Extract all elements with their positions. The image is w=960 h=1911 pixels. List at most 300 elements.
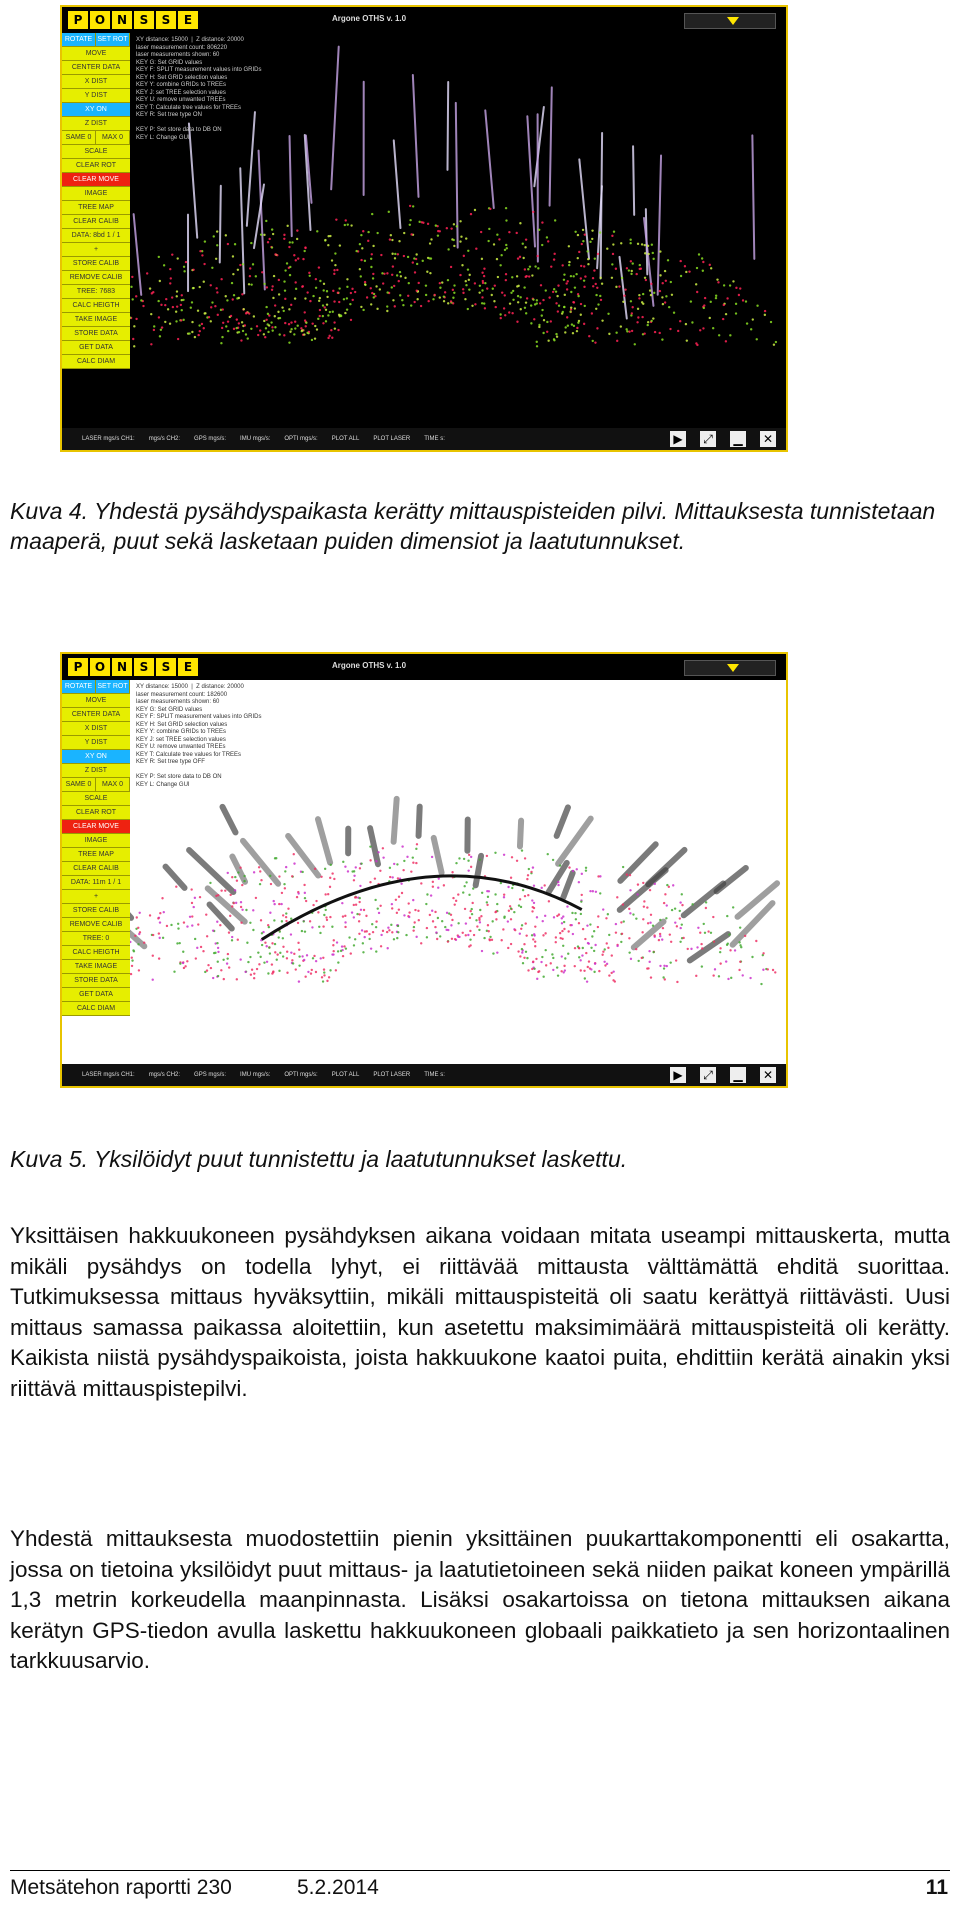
cloud-point <box>622 866 624 868</box>
cloud-point <box>522 962 524 964</box>
window-controls <box>670 431 776 447</box>
cloud-point <box>470 213 472 215</box>
cloud-point <box>197 310 199 312</box>
cloud-point <box>629 889 631 891</box>
view-dropdown[interactable] <box>684 660 776 676</box>
point-cloud-viewport[interactable] <box>62 33 786 428</box>
cloud-point <box>184 965 186 967</box>
cloud-point <box>274 253 276 255</box>
cloud-point <box>317 911 319 913</box>
cloud-point <box>250 283 252 285</box>
status-label: TIME s: <box>424 1072 445 1078</box>
cloud-point <box>480 231 482 233</box>
cloud-point <box>204 240 206 242</box>
scale-button[interactable]: SCALE <box>62 145 130 159</box>
button-pair[interactable] <box>62 33 130 47</box>
set-rot-button[interactable]: SET ROT <box>96 680 130 693</box>
cloud-point <box>180 304 182 306</box>
cloud-point <box>412 205 414 207</box>
expand-icon[interactable]: ⤢ <box>700 1067 716 1083</box>
calc-diam-button[interactable]: CALC DIAM <box>62 1002 130 1016</box>
cloud-point <box>629 239 631 241</box>
cloud-point <box>467 250 469 252</box>
footer-rule <box>10 1870 950 1871</box>
store-calib-button[interactable]: STORE CALIB <box>62 257 130 271</box>
cloud-point <box>292 962 294 964</box>
cloud-point <box>446 227 448 229</box>
cloud-point <box>223 978 225 980</box>
cloud-point <box>253 977 255 979</box>
cloud-point <box>304 975 306 977</box>
cloud-point <box>571 924 573 926</box>
cloud-point <box>265 319 267 321</box>
cloud-point <box>344 224 346 226</box>
clear-move-button[interactable]: CLEAR MOVE <box>62 820 130 834</box>
cloud-point <box>311 339 313 341</box>
cloud-point <box>541 956 543 958</box>
cloud-point <box>631 270 633 272</box>
cloud-point <box>447 248 449 250</box>
cloud-point <box>519 955 521 957</box>
get-data-button[interactable]: GET DATA <box>62 988 130 1002</box>
cloud-point <box>470 910 472 912</box>
cloud-point <box>630 314 632 316</box>
cloud-point <box>158 932 160 934</box>
store-calib-button[interactable]: STORE CALIB <box>62 904 130 918</box>
cloud-point <box>546 236 548 238</box>
cloud-point <box>487 896 489 898</box>
cloud-point <box>249 922 251 924</box>
cloud-point <box>217 975 219 977</box>
cloud-point <box>543 884 545 886</box>
cloud-point <box>268 324 270 326</box>
cloud-point <box>267 313 269 315</box>
cloud-point <box>470 866 472 868</box>
cloud-point <box>330 864 332 866</box>
paragraph-1: Yksittäisen hakkuukoneen pysähdyksen aikana voidaan mitata useampi mittauskerta, mutta mikäli pysähdys on todella lyhyt, ei riittävää mittausta välttämättä ehditä suorittaa. Tutkimuksessa mittaus hyväksyttiin, mikäli mittauspisteitä oli saatu kerättyä riittävästi. Uusi mittaus samassa paikassa aloitettiin, kun asetettu maksimimäärä mittauspisteitä oli kerätty. Kaikista niistä pysähdyspaikoista, joista hakkuukone kaatoi puita, ehdittiin kerätä ainakin yksi riittävä mittauspistepilvi. <box>10 1223 950 1401</box>
cloud-point <box>217 314 219 316</box>
cloud-point <box>137 927 139 929</box>
data-8bd-1-1-button[interactable]: DATA: 8bd 1 / 1 <box>62 229 130 243</box>
cloud-point <box>620 941 622 943</box>
cloud-point <box>505 273 507 275</box>
cloud-point <box>469 938 471 940</box>
cloud-point <box>344 926 346 928</box>
data-11m-1-1-button[interactable]: DATA: 11m 1 / 1 <box>62 876 130 890</box>
cloud-point <box>408 916 410 918</box>
cloud-point <box>773 344 775 346</box>
cloud-point <box>306 954 308 956</box>
cloud-point <box>704 297 706 299</box>
cloud-point <box>568 261 570 263</box>
tree-trunk-mark <box>550 87 552 205</box>
cloud-point <box>281 920 283 922</box>
status-label: IMU mgs/s: <box>240 436 271 442</box>
cloud-point <box>663 967 665 969</box>
cloud-point <box>415 936 417 938</box>
cloud-point <box>643 900 645 902</box>
cloud-point <box>722 318 724 320</box>
cloud-point <box>735 287 737 289</box>
cloud-point <box>367 231 369 233</box>
take-image-button[interactable]: TAKE IMAGE <box>62 960 130 974</box>
cloud-point <box>216 291 218 293</box>
cloud-point <box>548 900 550 902</box>
cloud-point <box>544 915 546 917</box>
clear-calib-button[interactable]: CLEAR CALIB <box>62 215 130 229</box>
cloud-point <box>288 246 290 248</box>
cloud-point <box>582 229 584 231</box>
set-rot-button[interactable]: SET ROT <box>96 33 130 46</box>
cloud-point <box>521 924 523 926</box>
cloud-point <box>514 929 516 931</box>
tree-trunk-mark <box>394 799 397 842</box>
cloud-point <box>725 313 727 315</box>
cloud-point <box>212 929 214 931</box>
cloud-point <box>354 938 356 940</box>
cloud-point <box>359 268 361 270</box>
cloud-point <box>400 882 402 884</box>
cloud-point <box>245 333 247 335</box>
cloud-point <box>709 264 711 266</box>
cloud-point <box>650 914 652 916</box>
cloud-point <box>428 257 430 259</box>
close-icon[interactable]: ✕ <box>760 1067 776 1083</box>
button-pair[interactable] <box>62 680 130 694</box>
cloud-point <box>323 914 325 916</box>
cloud-point <box>645 279 647 281</box>
cloud-point <box>591 312 593 314</box>
cloud-point <box>298 980 300 982</box>
cloud-point <box>491 939 493 941</box>
cloud-point <box>745 300 747 302</box>
cloud-point <box>608 333 610 335</box>
cloud-point <box>323 968 325 970</box>
cloud-point <box>279 952 281 954</box>
cloud-point <box>278 279 280 281</box>
tree-map-button[interactable]: TREE MAP <box>62 201 130 215</box>
cloud-point <box>186 960 188 962</box>
center-data-button[interactable]: CENTER DATA <box>62 61 130 75</box>
cloud-point <box>494 893 496 895</box>
cloud-point <box>229 894 231 896</box>
cloud-point <box>439 935 441 937</box>
plus-button[interactable]: + <box>62 243 130 257</box>
logo-letter: E <box>178 658 198 676</box>
app-topbar <box>62 7 786 33</box>
cloud-point <box>507 947 509 949</box>
calc-diam-button[interactable]: CALC DIAM <box>62 355 130 369</box>
cloud-point <box>333 321 335 323</box>
view-dropdown[interactable] <box>684 13 776 29</box>
cloud-point <box>295 259 297 261</box>
cloud-point <box>149 914 151 916</box>
logo-letter: O <box>90 11 110 29</box>
cloud-point <box>219 924 221 926</box>
clear-rot-button[interactable]: CLEAR ROT <box>62 159 130 173</box>
cloud-point <box>519 222 521 224</box>
tree-map-viewport[interactable] <box>62 680 786 1064</box>
cloud-point <box>507 886 509 888</box>
cloud-point <box>252 929 254 931</box>
cloud-point <box>318 926 320 928</box>
cloud-point <box>368 938 370 940</box>
cloud-point <box>264 336 266 338</box>
cloud-point <box>295 288 297 290</box>
remove-calib-button[interactable]: REMOVE CALIB <box>62 271 130 285</box>
cloud-point <box>311 322 313 324</box>
cloud-point <box>775 341 777 343</box>
tree-7683-button[interactable]: TREE: 7683 <box>62 285 130 299</box>
z-dist-button[interactable]: Z DIST <box>62 117 130 131</box>
xy-on-button[interactable]: XY ON <box>62 103 130 117</box>
cloud-point <box>307 971 309 973</box>
cloud-point <box>239 958 241 960</box>
cloud-point <box>719 962 721 964</box>
cloud-point <box>283 310 285 312</box>
play-icon[interactable]: ▶ <box>670 431 686 447</box>
cloud-point <box>412 862 414 864</box>
same-0-button[interactable]: SAME 0 <box>62 778 96 791</box>
cloud-point <box>234 243 236 245</box>
y-dist-button[interactable]: Y DIST <box>62 89 130 103</box>
cloud-point <box>533 902 535 904</box>
cloud-point <box>494 284 496 286</box>
get-data-button[interactable]: GET DATA <box>62 341 130 355</box>
tree-map-button[interactable]: TREE MAP <box>62 848 130 862</box>
max-0-button[interactable]: MAX 0 <box>96 778 130 791</box>
cloud-point <box>286 951 288 953</box>
cloud-point <box>506 247 508 249</box>
cloud-point <box>273 919 275 921</box>
cloud-point <box>647 324 649 326</box>
cloud-point <box>237 269 239 271</box>
footer-report: Metsätehon raportti 230 <box>10 1876 232 1899</box>
cloud-point <box>484 307 486 309</box>
max-0-button[interactable]: MAX 0 <box>96 131 130 144</box>
cloud-point <box>521 951 523 953</box>
cloud-point <box>465 881 467 883</box>
cloud-point <box>503 894 505 896</box>
cloud-point <box>481 289 483 291</box>
cloud-point <box>604 964 606 966</box>
cloud-point <box>629 912 631 914</box>
plus-button[interactable]: + <box>62 890 130 904</box>
cloud-point <box>337 329 339 331</box>
store-data-button[interactable]: STORE DATA <box>62 327 130 341</box>
cloud-point <box>632 913 634 915</box>
cloud-point <box>399 271 401 273</box>
cloud-point <box>387 947 389 949</box>
cloud-point <box>430 238 432 240</box>
cloud-point <box>502 928 504 930</box>
cloud-point <box>297 922 299 924</box>
cloud-point <box>606 248 608 250</box>
cloud-point <box>159 335 161 337</box>
x-dist-button[interactable]: X DIST <box>62 722 130 736</box>
cloud-point <box>679 927 681 929</box>
cloud-point <box>718 334 720 336</box>
cloud-point <box>774 971 776 973</box>
cloud-point <box>670 281 672 283</box>
cloud-point <box>257 951 259 953</box>
cloud-point <box>210 967 212 969</box>
y-dist-button[interactable]: Y DIST <box>62 736 130 750</box>
image-button[interactable]: IMAGE <box>62 187 130 201</box>
cloud-point <box>511 312 513 314</box>
cloud-point <box>471 305 473 307</box>
cloud-point <box>524 895 526 897</box>
cloud-point <box>362 942 364 944</box>
figure-4-screenshot <box>60 5 788 452</box>
cloud-point <box>217 947 219 949</box>
cloud-point <box>397 877 399 879</box>
cloud-point <box>239 264 241 266</box>
cloud-point <box>592 340 594 342</box>
logo-letter: S <box>156 11 176 29</box>
cloud-point <box>301 930 303 932</box>
cloud-point <box>381 272 383 274</box>
cloud-point <box>244 971 246 973</box>
cloud-point <box>274 951 276 953</box>
cloud-point <box>658 939 660 941</box>
cloud-point <box>448 912 450 914</box>
store-data-button[interactable]: STORE DATA <box>62 974 130 988</box>
cloud-point <box>361 247 363 249</box>
cloud-point <box>432 881 434 883</box>
move-button[interactable]: MOVE <box>62 47 130 61</box>
tree-trunk-mark <box>485 110 493 208</box>
cloud-point <box>594 944 596 946</box>
image-button[interactable]: IMAGE <box>62 834 130 848</box>
xy-on-button[interactable]: XY ON <box>62 750 130 764</box>
expand-icon[interactable]: ⤢ <box>700 431 716 447</box>
play-icon[interactable]: ▶ <box>670 1067 686 1083</box>
center-data-button[interactable]: CENTER DATA <box>62 708 130 722</box>
cloud-point <box>560 937 562 939</box>
button-pair[interactable] <box>62 131 130 145</box>
cloud-point <box>362 230 364 232</box>
cloud-point <box>336 941 338 943</box>
cloud-point <box>227 243 229 245</box>
move-button[interactable]: MOVE <box>62 694 130 708</box>
cloud-point <box>211 301 213 303</box>
cloud-point <box>329 886 331 888</box>
cloud-point <box>452 897 454 899</box>
cloud-point <box>195 957 197 959</box>
remove-calib-button[interactable]: REMOVE CALIB <box>62 918 130 932</box>
caption-figure-4: Kuva 4. Yhdestä pysähdyspaikasta kerätty mittauspisteiden pilvi. Mittauksesta tunnistetaan maaperä, puut sekä lasketaan puiden dimensiot ja laatutunnukset. <box>10 498 936 554</box>
cloud-point <box>526 297 528 299</box>
cloud-point <box>343 945 345 947</box>
cloud-point <box>221 336 223 338</box>
cloud-point <box>505 219 507 221</box>
cloud-point <box>320 876 322 878</box>
calc-heigth-button[interactable]: CALC HEIGTH <box>62 299 130 313</box>
status-label: PLOT ALL <box>331 436 360 442</box>
cloud-point <box>672 884 674 886</box>
cloud-point <box>536 916 538 918</box>
cloud-point <box>181 294 183 296</box>
cloud-point <box>744 935 746 937</box>
cloud-point <box>723 304 725 306</box>
cloud-point <box>576 330 578 332</box>
figure-5-screenshot <box>60 652 788 1088</box>
cloud-point <box>269 912 271 914</box>
cloud-point <box>453 284 455 286</box>
cloud-point <box>304 930 306 932</box>
tree-0-button[interactable]: TREE: 0 <box>62 932 130 946</box>
cloud-point <box>641 316 643 318</box>
clear-move-button[interactable]: CLEAR MOVE <box>62 173 130 187</box>
take-image-button[interactable]: TAKE IMAGE <box>62 313 130 327</box>
cloud-point <box>410 870 412 872</box>
cloud-point <box>517 950 519 952</box>
cloud-point <box>347 223 349 225</box>
x-dist-button[interactable]: X DIST <box>62 75 130 89</box>
cloud-point <box>377 851 379 853</box>
cloud-point <box>533 968 535 970</box>
tree-trunk-mark <box>232 857 245 882</box>
cloud-point <box>152 955 154 957</box>
cloud-point <box>719 951 721 953</box>
cloud-point <box>510 918 512 920</box>
cloud-point <box>669 933 671 935</box>
cloud-point <box>355 896 357 898</box>
cloud-point <box>764 314 766 316</box>
button-pair[interactable] <box>62 778 130 792</box>
cloud-point <box>664 301 666 303</box>
cloud-point <box>261 271 263 273</box>
cloud-point <box>438 877 440 879</box>
cloud-point <box>171 253 173 255</box>
cloud-point <box>171 296 173 298</box>
cloud-point <box>630 273 632 275</box>
close-icon[interactable]: ✕ <box>760 431 776 447</box>
cloud-point <box>382 282 384 284</box>
minimize-icon[interactable]: ▁ <box>730 431 746 447</box>
cloud-point <box>205 913 207 915</box>
cloud-point <box>284 298 286 300</box>
same-0-button[interactable]: SAME 0 <box>62 131 96 144</box>
cloud-point <box>525 934 527 936</box>
cloud-point <box>527 268 529 270</box>
cloud-point <box>133 345 135 347</box>
calc-heigth-button[interactable]: CALC HEIGTH <box>62 946 130 960</box>
cloud-point <box>175 320 177 322</box>
cloud-point <box>568 245 570 247</box>
clear-rot-button[interactable]: CLEAR ROT <box>62 806 130 820</box>
cloud-point <box>197 923 199 925</box>
cloud-point <box>278 293 280 295</box>
cloud-point <box>474 209 476 211</box>
cloud-point <box>314 325 316 327</box>
cloud-point <box>213 235 215 237</box>
cloud-point <box>559 864 561 866</box>
control-button-column <box>62 680 130 1016</box>
scale-button[interactable]: SCALE <box>62 792 130 806</box>
rotate-button[interactable]: ROTATE <box>62 680 96 693</box>
rotate-button[interactable]: ROTATE <box>62 33 96 46</box>
cloud-point <box>137 943 139 945</box>
tree-trunk-mark <box>259 151 265 290</box>
z-dist-button[interactable]: Z DIST <box>62 764 130 778</box>
cloud-point <box>462 292 464 294</box>
clear-calib-button[interactable]: CLEAR CALIB <box>62 862 130 876</box>
minimize-icon[interactable]: ▁ <box>730 1067 746 1083</box>
cloud-point <box>595 283 597 285</box>
cloud-point <box>407 902 409 904</box>
